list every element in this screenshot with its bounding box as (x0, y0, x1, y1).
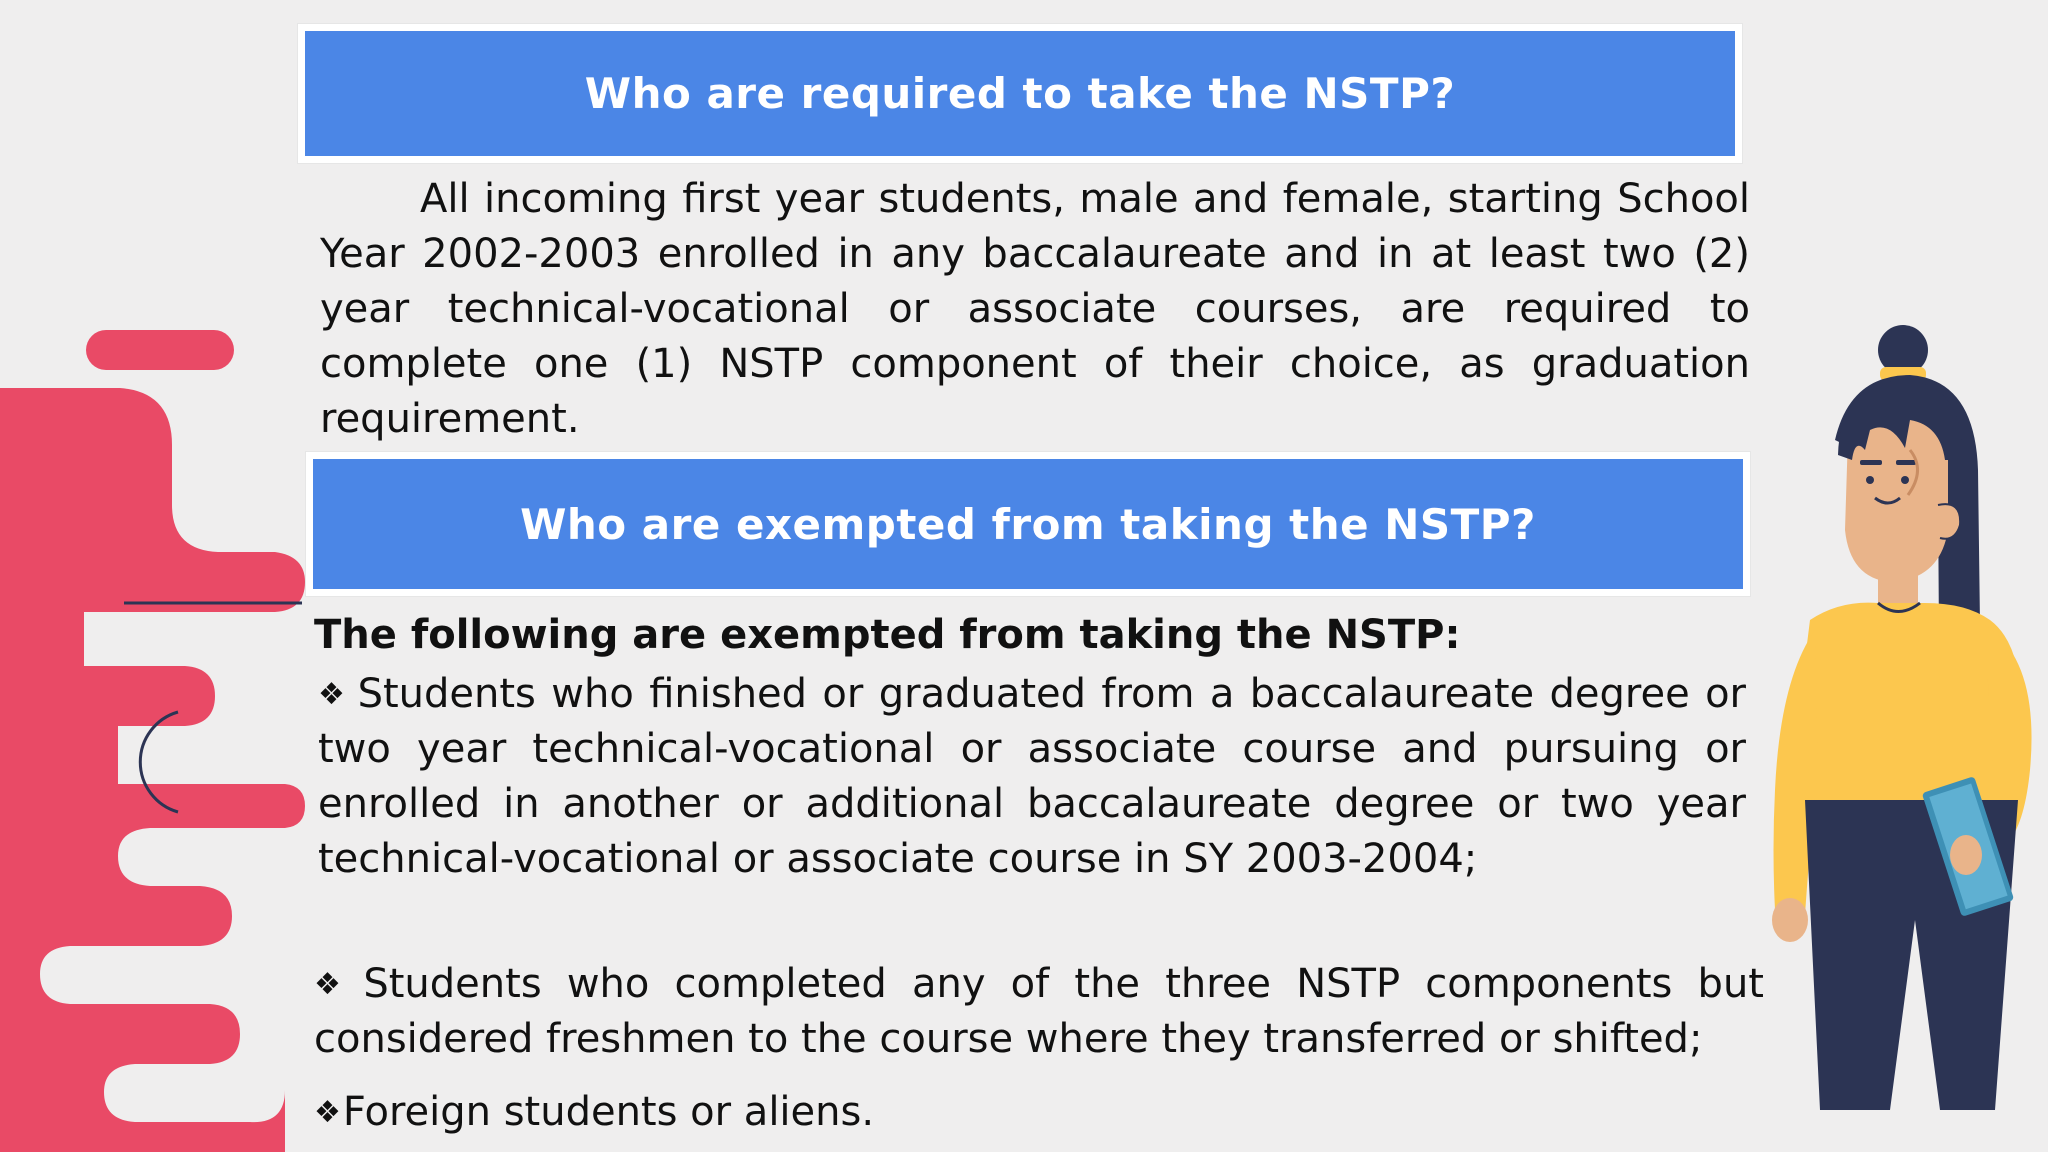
required-heading-text: Who are required to take the NSTP? (584, 69, 1456, 118)
red-paint-decoration (0, 0, 330, 1152)
exemption-text: Students who completed any of the three NSTP components but considered freshmen to the course where they transferred or shifted; (314, 961, 1764, 1062)
exemption-text: Students who finished or graduated from a baccalaureate degree or two year technical-vocational or associate course and pursuing or enrolled in another or additional baccalaureate degree or two year technical-vocational or associate course in SY 2003-2004; (318, 671, 1746, 882)
exempted-heading-banner (306, 452, 1750, 596)
required-heading-banner (298, 24, 1742, 163)
diamond-bullet-icon: ❖ (314, 967, 354, 1002)
exemption-text: Foreign students or aliens. (342, 1089, 875, 1135)
exempted-heading-text: Who are exempted from taking the NSTP? (520, 499, 1536, 549)
exempted-intro: The following are exempted from taking the NSTP: (314, 612, 1461, 658)
required-paragraph: All incoming first year students, male and female, starting School Year 2002-2003 enrolled in any baccalaureate and in at least two (2) year technical-vocational or associate courses, are required to complete one (1) NSTP component of their choice, as graduation requirement. (320, 176, 1750, 442)
exemption-item (314, 1085, 1314, 1140)
diamond-bullet-icon: ❖ (314, 1095, 341, 1130)
exemption-item (318, 667, 1746, 887)
exemption-item (314, 957, 1764, 1067)
diamond-bullet-icon: ❖ (318, 677, 348, 712)
student-illustration (1740, 320, 2040, 1110)
